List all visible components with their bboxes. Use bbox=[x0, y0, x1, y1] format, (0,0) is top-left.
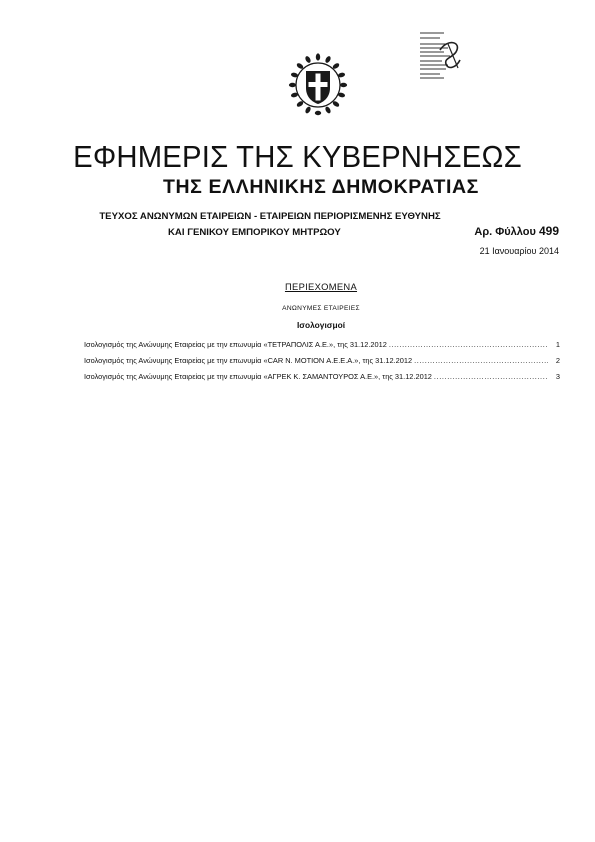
toc-entry-text: Ισολογισμός της Ανώνυμης Εταιρείας με την επωνυμία «ΑΓΡΕΚ Κ. ΣΑΜΑΝΤΟΥΡΟΣ Α.Ε.», της 31.12.2012 bbox=[84, 372, 432, 382]
toc-entry-page: 1 bbox=[555, 340, 560, 349]
issue-type-line-2: ΚΑΙ ΓΕΝΙΚΟΥ ΕΜΠΟΡΙΚΟΥ ΜΗΤΡΩΟΥ bbox=[168, 227, 341, 238]
toc-entry-leader bbox=[414, 356, 548, 365]
toc-entry[interactable] bbox=[84, 340, 560, 356]
toc-entry[interactable] bbox=[84, 356, 560, 372]
sheet-number-label: Αρ. Φύλλου bbox=[474, 226, 536, 238]
table-of-contents bbox=[84, 340, 560, 389]
issue-date: 21 Ιανουαρίου 2014 bbox=[479, 246, 559, 256]
issue-type-line-1: ΤΕΥΧΟΣ ΑΝΩΝΥΜΩΝ ΕΤΑΙΡΕΙΩΝ - ΕΤΑΙΡΕΙΩΝ ΠΕΡΙΟΡΙΣΜΕΝΗΣ ΕΥΘΥΝΗΣ bbox=[99, 211, 441, 222]
contents-heading bbox=[0, 281, 595, 292]
toc-entry-leader bbox=[434, 372, 548, 381]
toc-entry-text: Ισολογισμός της Ανώνυμης Εταιρείας με την επωνυμία «CAR N. MOTION Α.Ε.Ε.Α.», της 31.12.2012 bbox=[84, 356, 413, 366]
sheet-number-value: 499 bbox=[538, 224, 559, 238]
gazette-subtitle: ΤΗΣ ΕΛΛΗΝΙΚΗΣ ΔΗΜΟΚΡΑΤΙΑΣ bbox=[162, 176, 479, 198]
toc-entry-page: 2 bbox=[555, 356, 560, 366]
contents-heading-text: ΠΕΡΙΕΧΟΜΕΝΑ bbox=[284, 281, 358, 292]
greek-coat-of-arms-icon bbox=[285, 52, 351, 118]
digital-signature-stamp-icon bbox=[418, 28, 466, 94]
gazette-title: ΕΦΗΜΕΡΙΣ ΤΗΣ ΚΥΒΕΡΝΗΣΕΩΣ bbox=[73, 140, 522, 174]
toc-entry-page: 3 bbox=[555, 372, 560, 382]
section-heading: ΑΝΩΝΥΜΕΣ ΕΤΑΙΡΕΙΕΣ bbox=[282, 305, 360, 312]
sheet-number bbox=[474, 224, 559, 238]
toc-entry[interactable] bbox=[84, 372, 560, 388]
toc-entry-text: Ισολογισμός της Ανώνυμης Εταιρείας με την επωνυμία «ΤΕΤΡΑΠΟΛΙΣ Α.Ε.», της 31.12.2012 bbox=[84, 340, 387, 349]
subsection-heading: Ισολογισμοί bbox=[296, 320, 346, 330]
toc-entry-leader bbox=[389, 340, 548, 349]
